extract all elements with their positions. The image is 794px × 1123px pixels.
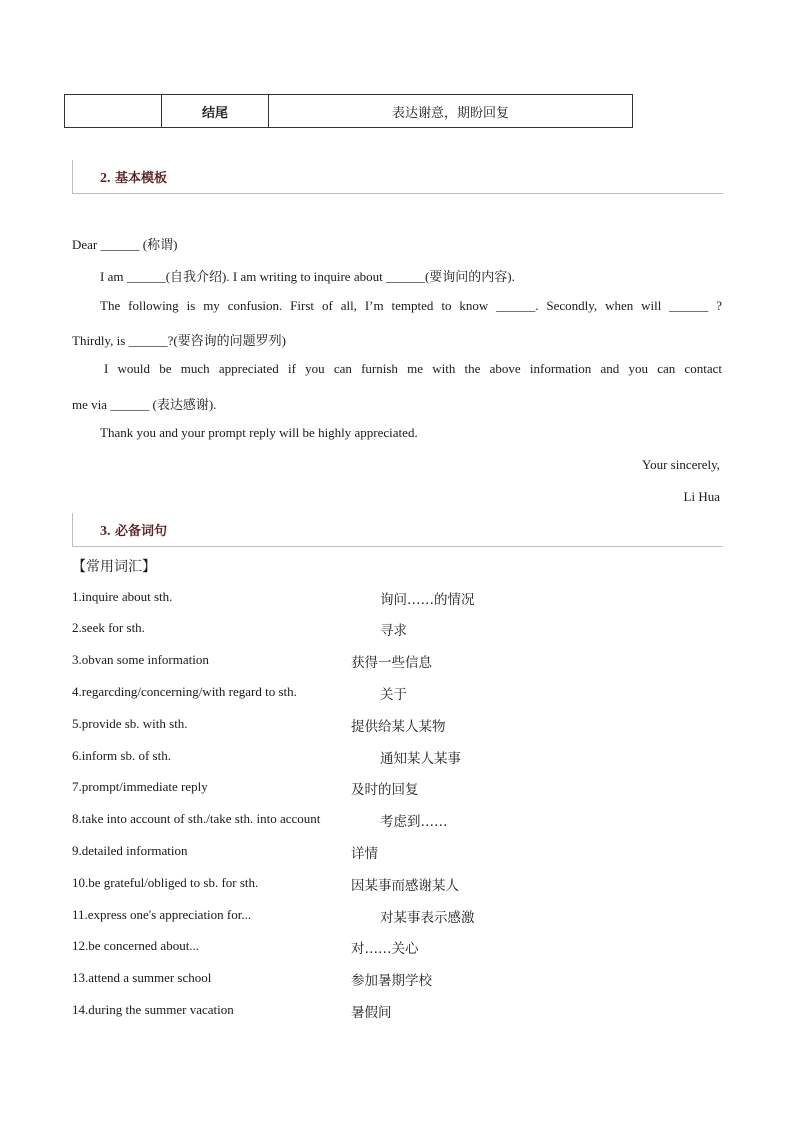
vocab-item-zh: 获得一些信息 <box>351 655 432 671</box>
vocab-item-en: 6.inform sb. of sth. <box>72 748 171 763</box>
vocab-heading: 【常用词汇】 <box>72 559 156 575</box>
section-title: 基本模板 <box>115 171 168 186</box>
section-heading-template <box>72 160 723 194</box>
vocab-item-zh: 对……关心 <box>351 941 419 957</box>
vocab-item-en: 7.prompt/immediate reply <box>72 779 208 794</box>
template-thanks: I would be much appreciated if you can furnish me with the above information and you can contact <box>104 361 722 376</box>
template-closing-line: Thank you and your prompt reply will be highly appreciated. <box>100 425 418 440</box>
table-row <box>65 95 633 128</box>
section-number: 3. <box>100 524 111 539</box>
vocab-item-zh: 详情 <box>351 846 378 862</box>
template-sign-off: Your sincerely, <box>642 457 720 472</box>
template-intro: I am ______(自我介绍). I am writing to inquire about ______(要询问的内容). <box>100 269 515 284</box>
vocab-item-en: 14.during the summer vacation <box>72 1002 234 1017</box>
template-thanks-cont: me via ______ (表达感谢). <box>72 397 217 412</box>
vocab-item-zh: 暑假间 <box>351 1005 392 1021</box>
vocab-item-en: 13.attend a summer school <box>72 970 212 985</box>
vocab-item-en: 8.take into account of sth./take sth. into account <box>72 811 321 826</box>
section-title: 必备词句 <box>115 524 168 539</box>
section-number: 2. <box>100 171 111 186</box>
table-cell-empty <box>65 95 162 128</box>
template-signature: Li Hua <box>683 489 720 504</box>
vocab-item-en: 9.detailed information <box>72 843 188 858</box>
section-divider <box>72 546 723 547</box>
vocab-item-en: 11.express one's appreciation for... <box>72 907 252 922</box>
template-questions-cont: Thirdly, is ______?(要咨询的问题罗列) <box>72 333 286 348</box>
table-cell-content: 表达谢意，期盼回复 <box>269 95 633 128</box>
summary-table <box>64 94 633 128</box>
vocab-item-zh: 对某事表示感激 <box>380 910 475 926</box>
vocab-item-zh: 及时的回复 <box>351 782 419 798</box>
vocab-item-zh: 询问……的情况 <box>380 592 475 608</box>
vocab-item-en: 1.inquire about sth. <box>72 589 173 604</box>
vocab-item-en: 3.obvan some information <box>72 652 209 667</box>
vocab-item-zh: 通知某人某事 <box>380 751 461 767</box>
section-divider <box>72 193 723 194</box>
vocab-item-zh: 考虑到…… <box>380 814 448 830</box>
table-cell-label: 结尾 <box>162 95 269 128</box>
template-questions: The following is my confusion. First of all, I’m tempted to know ______. Secondly, when will ______ ? <box>100 298 722 313</box>
vocab-item-zh: 提供给某人某物 <box>351 719 446 735</box>
vocab-item-en: 12.be concerned about... <box>72 938 200 953</box>
vocab-item-en: 2.seek for sth. <box>72 620 145 635</box>
section-left-bar <box>72 160 73 194</box>
vocab-item-en: 4.regarcding/concerning/with regard to sth. <box>72 684 297 699</box>
vocab-item-zh: 寻求 <box>380 623 407 639</box>
vocab-item-en: 5.provide sb. with sth. <box>72 716 188 731</box>
vocab-item-zh: 因某事而感谢某人 <box>351 878 459 894</box>
vocab-item-zh: 参加暑期学校 <box>351 973 432 989</box>
vocab-item-zh: 关于 <box>380 687 407 703</box>
section-left-bar <box>72 513 73 547</box>
section-heading-phrases <box>72 513 723 547</box>
template-greeting: Dear ______ (称谓) <box>72 237 178 252</box>
vocab-item-en: 10.be grateful/obliged to sb. for sth. <box>72 875 259 890</box>
